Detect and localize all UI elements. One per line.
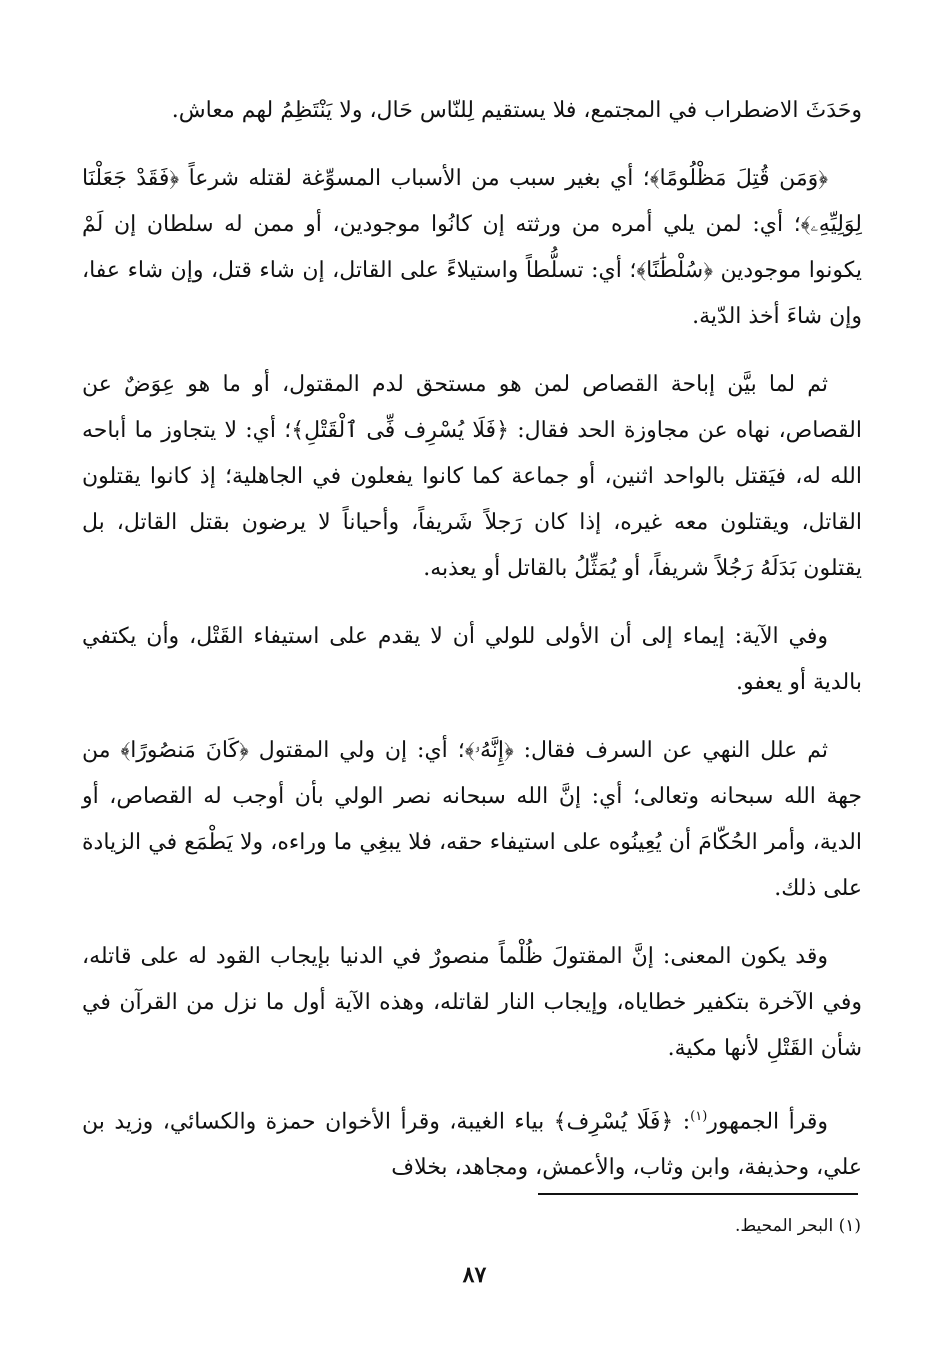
- page-body: [82, 88, 862, 1213]
- paragraph-7-start: وقرأ الجمهور: [707, 1109, 828, 1135]
- footnote: (١) البحر المحيط.: [735, 1216, 861, 1236]
- paragraph-4: وفي الآية: إيماء إلى أن الأولى للولي أن لا يقدم على استيفاء القَتْل، وأن يكتفي بالدية أو يعفو.: [82, 624, 862, 695]
- footnote-reference: (١): [690, 1109, 708, 1124]
- paragraph-7-rest: : ﴿فَلَا يُسْرِف﴾ بياء الغيبة، وقرأ الأخوان حمزة والكسائي، وزيد بن علي، وحذيفة، وابن وثاب، والأعمش، ومجاهد، بخلاف: [82, 1109, 862, 1181]
- paragraph-1: وحَدَثَ الاضطراب في المجتمع، فلا يستقيم لِلنّاس حَال، ولا يَنْتَظِمُ لهم معاش.: [171, 98, 862, 123]
- paragraph-6: وقد يكون المعنى: إنَّ المقتولَ ظُلْماً منصورٌ في الدنيا بإيجاب القود له على قاتله، وفي الآخرة بتكفير خطاياه، وإيجاب النار لقاتله، وهذه الآية أول ما نزل من القرآن في شأن القَتْلِ لأنها مكية.: [82, 944, 862, 1061]
- paragraph-7: [82, 1094, 862, 1191]
- paragraph-5: ثم علل النهي عن السرف فقال: ﴿إِنَّهُۥ﴾؛ أي: إن ولي المقتول ﴿كَانَ مَنصُورًا﴾ من جهة الله سبحانه وتعالى؛ أي: إنَّ الله سبحانه نصر الولي بأن أوجب له القصاص، أو الدية، وأمر الحُكّامَ أن يُعِينُوه على استيفاء حقه، فلا يبغِي ما وراءه، ولا يَطْمَع في الزيادة على ذلك.: [82, 738, 862, 901]
- paragraph-3: ثم لما بيَّن إباحة القصاص لمن هو مستحق لدم المقتول، أو ما هو عِوَضٌ عن القصاص، نهاه عن مجاوزة الحد فقال: ﴿فَلَا يُسْرِف فِّى ٱلْقَتْلِ﴾؛ أي: لا يتجاوز ما أباحه الله له، فيَقتل بالواحد اثنين، أو جماعة كما كانوا يفعلون في الجاهلية؛ إذ كانوا يقتلون القاتل، ويقتلون معه غيره، إذا كان رَجلاً شَريفاً، وأحياناً لا يرضون بقتل القاتل، بل يقتلون بَدَلَهُ رَجُلاً شريفاً، أو يُمَثِّلُ بالقاتل أو يعذبه.: [82, 372, 862, 581]
- paragraph-2: ﴿وَمَن قُتِلَ مَظْلُومًا﴾؛ أي بغير سبب من الأسباب المسوِّغة لقتله شرعاً ﴿فَقَدْ جَعَلْنَا لِوَلِيِّهِۦ﴾؛ أي: لمن يلي أمره من ورثته إن كانُوا موجودين، أو ممن له سلطان إن لَمْ يكونوا موجودين ﴿سُلْطَٰنًا﴾؛ أي: تسلُّطاً واستيلاءً على القاتل، إن شاء قتل، وإن شاء عفا، وإن شاءَ أخذ الدّية.: [82, 166, 862, 329]
- page-number: ٨٧: [462, 1262, 487, 1288]
- footnote-separator: [538, 1193, 858, 1195]
